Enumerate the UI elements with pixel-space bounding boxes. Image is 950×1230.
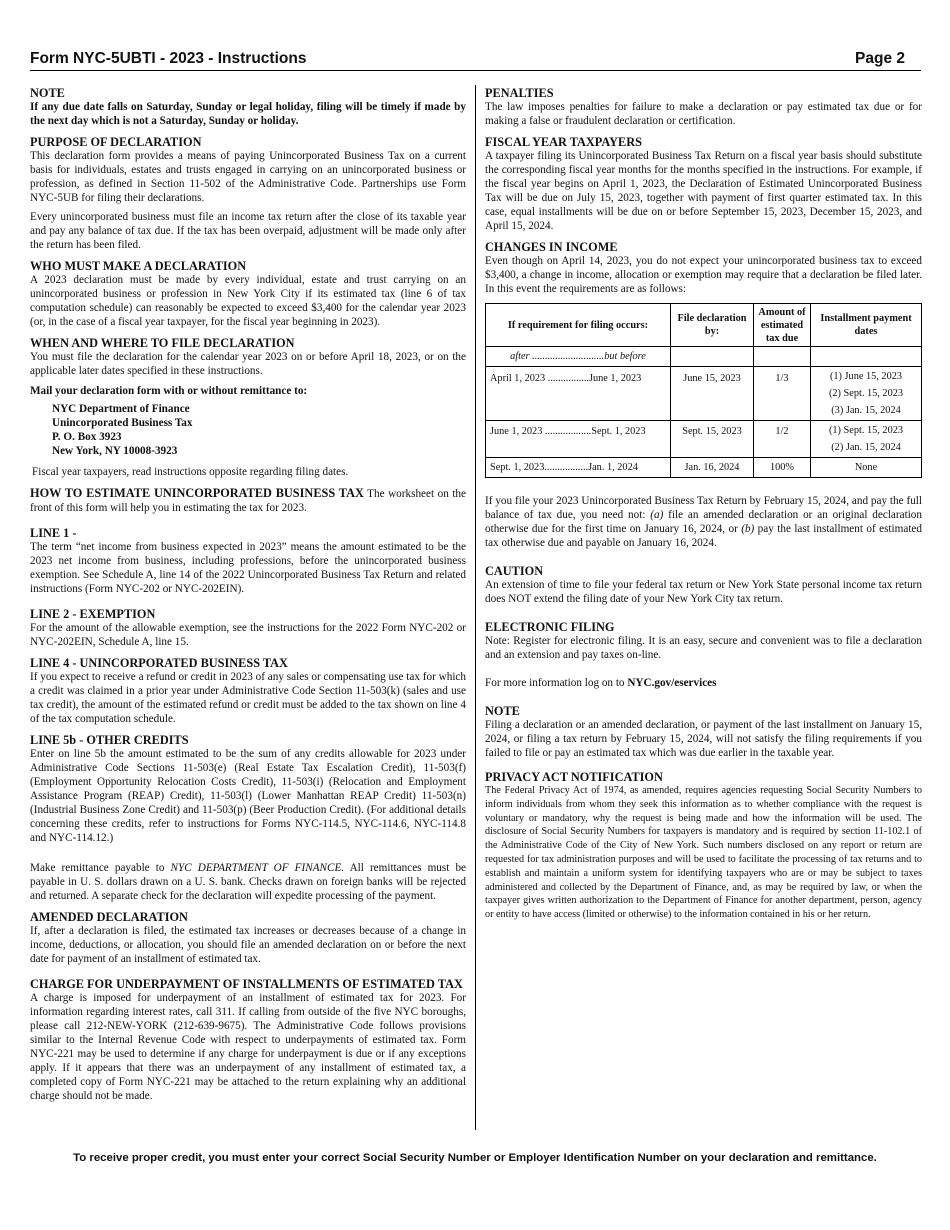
changes-section xyxy=(485,240,922,296)
subhead-cell: after ............................but before xyxy=(486,347,671,367)
privacy-heading: PRIVACY ACT NOTIFICATION xyxy=(485,770,663,784)
iffile-b: (a) xyxy=(650,509,664,521)
iffile-c: file an amended declaration or an original declaration otherwise due for the first time on January 16, 2024, or xyxy=(485,509,922,535)
table-header-row xyxy=(486,304,922,347)
cell: None xyxy=(811,458,922,478)
installment-date: (2) Sept. 15, 2023 xyxy=(828,388,904,399)
address-line-3: P. O. Box 3923 xyxy=(52,431,122,443)
installment-table xyxy=(485,303,922,478)
table-row xyxy=(486,421,922,458)
right-column xyxy=(485,86,922,929)
col-amount: Amount of estimated tax due xyxy=(754,304,811,347)
penalties-section xyxy=(485,86,922,128)
line1-text: The term “net income from business expected in 2023” means the amount estimated to be the 2023 net income from business, including professions, before the unincorporated business exemption. See Schedule A, line 14 of the 2022 Unincorporated Business Tax Return and related instructions (Form NYC-202 or NYC-202EIN). xyxy=(30,541,466,595)
moreinfo-section xyxy=(485,676,922,690)
cell: Jan. 16, 2024 xyxy=(671,458,754,478)
eservices-link[interactable]: NYC.gov/eservices xyxy=(627,677,717,689)
caution-text: An extension of time to file your federal tax return or New York State personal income tax return does NOT extend the filing date of your New York City tax return. xyxy=(485,579,922,605)
who-heading: WHO MUST MAKE A DECLARATION xyxy=(30,259,247,273)
table-row xyxy=(486,347,922,367)
charge-section xyxy=(30,977,466,1103)
page-header xyxy=(30,50,921,71)
amended-section xyxy=(30,910,466,966)
col-requirement: If requirement for filing occurs: xyxy=(486,304,671,347)
iffile-section xyxy=(485,494,922,550)
moreinfo-a: For more information log on to xyxy=(485,677,628,689)
line4-heading: LINE 4 - UNINCORPORATED BUSINESS TAX xyxy=(30,656,288,670)
iffile-e: pay the last installment of estimated tax otherwise due and payable on January 16, 2024. xyxy=(485,523,922,549)
address-line-1: NYC Department of Finance xyxy=(52,403,190,415)
line2-heading: LINE 2 - EXEMPTION xyxy=(30,607,156,621)
col-file-by: File declaration by: xyxy=(671,304,754,347)
when-section xyxy=(30,336,466,479)
address-line-2: Unincorporated Business Tax xyxy=(52,417,193,429)
penalties-text: The law imposes penalties for failure to make a declaration or pay estimated tax due or for making a false or fraudulent declaration or certification. xyxy=(485,101,922,127)
cell: April 1, 2023 ................June 1, 2023 xyxy=(486,367,671,421)
note-section xyxy=(30,86,466,128)
remittance-text-a: Make remittance payable to xyxy=(30,862,171,874)
line5b-text: Enter on line 5b the amount estimated to be the sum of any credits allowable for 2023 under Administrative Code Sections 11-503(e) (Real Estate Tax Escalation Credit), 11-503(f) (Employment Opportunity Relocation Costs Credit), 11-503(i) (Relocation and Employment Assistance Program (REAP) Credit), 11-503(l) (Lower Manhattan REAP Credit) 11-503(n) (Industrial Business Zone Credit) and 11-503(p) (Beer Production Credit). (For additional details concerning these credits, refer to instructions for Forms NYC-114.5, NYC-114.6, NYC-114.8 and NYC-114.12.) xyxy=(30,748,466,844)
note2-text: Filing a declaration or an amended declaration, or payment of the last installment on January 15, 2024, or filing a tax return by February 15, 2024, will not satisfy the filing requirements if you failed to file or pay an estimated tax which was due earlier in the taxable year. xyxy=(485,719,922,759)
line5b-section xyxy=(30,733,466,845)
iffile-d: (b) xyxy=(741,523,755,535)
remittance-text-c: All remittances must be payable in U. S. dollars drawn on a U. S. bank. Checks drawn on foreign banks will be rejected and returned. A separate check for the declaration will expedite processing of the payment. xyxy=(30,862,467,902)
line2-text: For the amount of the allowable exemption, see the instructions for the 2022 Form NYC-202 or NYC-202EIN, Schedule A, line 15. xyxy=(30,622,466,648)
cell: Sept. 1, 2023.................Jan. 1, 2024 xyxy=(486,458,671,478)
col-installment-dates: Installment payment dates xyxy=(811,304,922,347)
charge-heading: CHARGE FOR UNDERPAYMENT OF INSTALLMENTS OF ESTIMATED TAX xyxy=(30,977,463,991)
caution-section xyxy=(485,564,922,606)
privacy-section xyxy=(485,770,922,922)
mailing-address xyxy=(52,402,466,458)
note-heading: NOTE xyxy=(30,86,65,100)
amended-text: If, after a declaration is filed, the estimated tax increases or decreases because of a change in income, deductions, or allocation, you should file an amended declaration on or before the next date for payment of an installment of estimated tax. xyxy=(30,925,466,965)
line5b-heading: LINE 5b - OTHER CREDITS xyxy=(30,733,189,747)
installment-date: (1) June 15, 2023 xyxy=(829,371,903,382)
cell: June 1, 2023 ..................Sept. 1, 2023 xyxy=(486,421,671,458)
purpose-section xyxy=(30,135,466,252)
charge-text: A charge is imposed for underpayment of an installment of estimated tax for 2023. For information regarding interest rates, call 311. If calling from outside of the five NYC boroughs, please call 212-NEW-YORK (212-639-9675). The Administrative Code follows provisions similar to the Internal Revenue Code with respect to underpayments of estimated tax. Form NYC-221 may be used to determine if any charge for underpayment is due or if any exceptions apply. If it appears that there was an underpayment of any installment of estimated tax, a completed copy of Form NYC-221 may be attached to the return explaining why an additional charge should not be made. xyxy=(30,992,466,1102)
amended-heading: AMENDED DECLARATION xyxy=(30,910,188,924)
cell: June 15, 2023 xyxy=(671,367,754,421)
cell: 1/2 xyxy=(754,421,811,458)
changes-heading: CHANGES IN INCOME xyxy=(485,240,618,254)
howto-section xyxy=(30,486,466,515)
fiscal-heading: FISCAL YEAR TAXPAYERS xyxy=(485,135,642,149)
privacy-text: The Federal Privacy Act of 1974, as amended, requires agencies requesting Social Security Numbers to inform individuals from whom they seek this information as to whether compliance with the request is voluntary or mandatory, why the request is being made and how the information will be used. The disclosure of Social Security Numbers for taxpayers is mandatory and is required by section 11-102.1 of the Administrative Code of the City of New York. Such numbers disclosed on any report or return are requested for tax administration purposes and will be used to facilitate the processing of tax returns and to establish and maintain a uniform system for identifying taxpayers who are or may be subject to taxes administered and collected by the Department of Finance, and, as may be required by law, or when the taxpayer gives written authorization to the Department of Finance for another department, person, agency or entity to have access (limited or otherwise) to the information contained in his or her return. xyxy=(485,785,922,921)
remittance-payee: NYC DEPARTMENT OF FINANCE. xyxy=(170,862,345,874)
installment-date: (2) Jan. 15, 2024 xyxy=(831,442,901,453)
efile-heading: ELECTRONIC FILING xyxy=(485,620,615,634)
cell xyxy=(811,367,922,421)
table-row xyxy=(486,367,922,421)
purpose-text-1: This declaration form provides a means of paying Unincorporated Business Tax on a current basis for individuals, estates and trusts engaged in carrying on an unincorporated business or profession, as defined in Section 11-502 of the Administrative Code. Partnerships use Form NYC-5UB for filing their declarations. xyxy=(30,150,466,204)
iffile-text xyxy=(485,494,922,550)
penalties-heading: PENALTIES xyxy=(485,86,554,100)
who-section xyxy=(30,259,466,329)
when-heading: WHEN AND WHERE TO FILE DECLARATION xyxy=(30,336,295,350)
efile-section xyxy=(485,620,922,662)
installment-date: (3) Jan. 15, 2024 xyxy=(831,405,901,416)
empty-cell xyxy=(754,347,811,367)
line4-text: If you expect to receive a refund or credit in 2023 of any sales or compensating use tax for which a credit was claimed in a prior year under Administrative Code Section 11-503(k) (sales and use tax credit), the amount of the estimated refund or credit must be added to the tax shown on line 4 of the tax computation schedule. xyxy=(30,671,466,725)
fiscal-note: Fiscal year taxpayers, read instructions opposite regarding filing dates. xyxy=(32,466,349,478)
line1-section xyxy=(30,526,466,596)
purpose-heading: PURPOSE OF DECLARATION xyxy=(30,135,202,149)
table-row xyxy=(486,458,922,478)
efile-text: Note: Register for electronic filing. It is an easy, secure and convenient was to file a declaration and an extension and pay taxes on-line. xyxy=(485,635,922,661)
when-text: You must file the declaration for the calendar year 2023 on or before April 18, 2023, or on the applicable later dates specified in these instructions. xyxy=(30,351,466,377)
left-column xyxy=(30,86,466,1110)
changes-text: Even though on April 14, 2023, you do not expect your unincorporated business tax to exceed $3,400, a change in income, allocation or exemption may require that a declaration be filed later. In this event the requirements are as follows: xyxy=(485,255,922,295)
line2-section xyxy=(30,607,466,649)
cell: 1/3 xyxy=(754,367,811,421)
line4-section xyxy=(30,656,466,726)
empty-cell xyxy=(671,347,754,367)
installment-date: (1) Sept. 15, 2023 xyxy=(828,425,904,436)
empty-cell xyxy=(811,347,922,367)
footer-notice: To receive proper credit, you must enter your correct Social Security Number or Employer Identification Number on your declaration and remittance. xyxy=(73,1152,877,1164)
note2-heading: NOTE xyxy=(485,704,520,718)
note2-section xyxy=(485,704,922,760)
column-divider xyxy=(475,85,476,1130)
cell: Sept. 15, 2023 xyxy=(671,421,754,458)
howto-heading: HOW TO ESTIMATE UNINCORPORATED BUSINESS TAX xyxy=(30,486,364,500)
howto-text: The worksheet on the front of this form will help you in estimating the tax for 2023. xyxy=(30,488,466,514)
cell: 100% xyxy=(754,458,811,478)
cell xyxy=(811,421,922,458)
address-line-4: New York, NY 10008-3923 xyxy=(52,445,178,457)
who-text: A 2023 declaration must be made by every individual, estate and trust carrying on an unincorporated business or profession in New York City if its estimated tax (line 6 of tax computation schedule) can reasonably be expected to exceed $3,400 for the calendar year 2023 (or, in the case of a fiscal year taxpayer, for the fiscal year beginning in 2023). xyxy=(30,274,466,328)
remittance-section xyxy=(30,861,466,903)
purpose-text-2: Every unincorporated business must file an income tax return after the close of its taxable year and pay any balance of tax due. If the tax has been overpaid, adjustment will be made only after the return has been filed. xyxy=(30,211,466,251)
fiscal-section xyxy=(485,135,922,233)
mail-instruction: Mail your declaration form with or without remittance to: xyxy=(30,385,308,397)
fiscal-text: A taxpayer filing its Unincorporated Business Tax Return on a fiscal year basis should substitute the corresponding fiscal year months for the months specified in the instructions. For example, if the fiscal year begins on April 1, 2023, the Declaration of Estimated Unincorporated Business Tax will be due on July 15, 2023, together with payment of first quarter estimated tax. In this case, equal installments will be due on or before September 15, 2023, December 15, 2023, and April 15, 2024. xyxy=(485,150,922,232)
line1-heading: LINE 1 - xyxy=(30,526,77,540)
page-number: Page 2 xyxy=(855,50,905,67)
form-title: Form NYC-5UBTI - 2023 - Instructions xyxy=(30,50,307,67)
remittance-text xyxy=(30,861,466,903)
moreinfo-text xyxy=(485,676,922,690)
caution-heading: CAUTION xyxy=(485,564,544,578)
note-text: If any due date falls on Saturday, Sunday or legal holiday, filing will be timely if made by the next day which is not a Saturday, Sunday or holiday. xyxy=(30,101,466,127)
iffile-a: If you file your 2023 Unincorporated Business Tax Return by February 15, 2024, and pay the full balance of tax due, you need not: xyxy=(485,495,922,521)
